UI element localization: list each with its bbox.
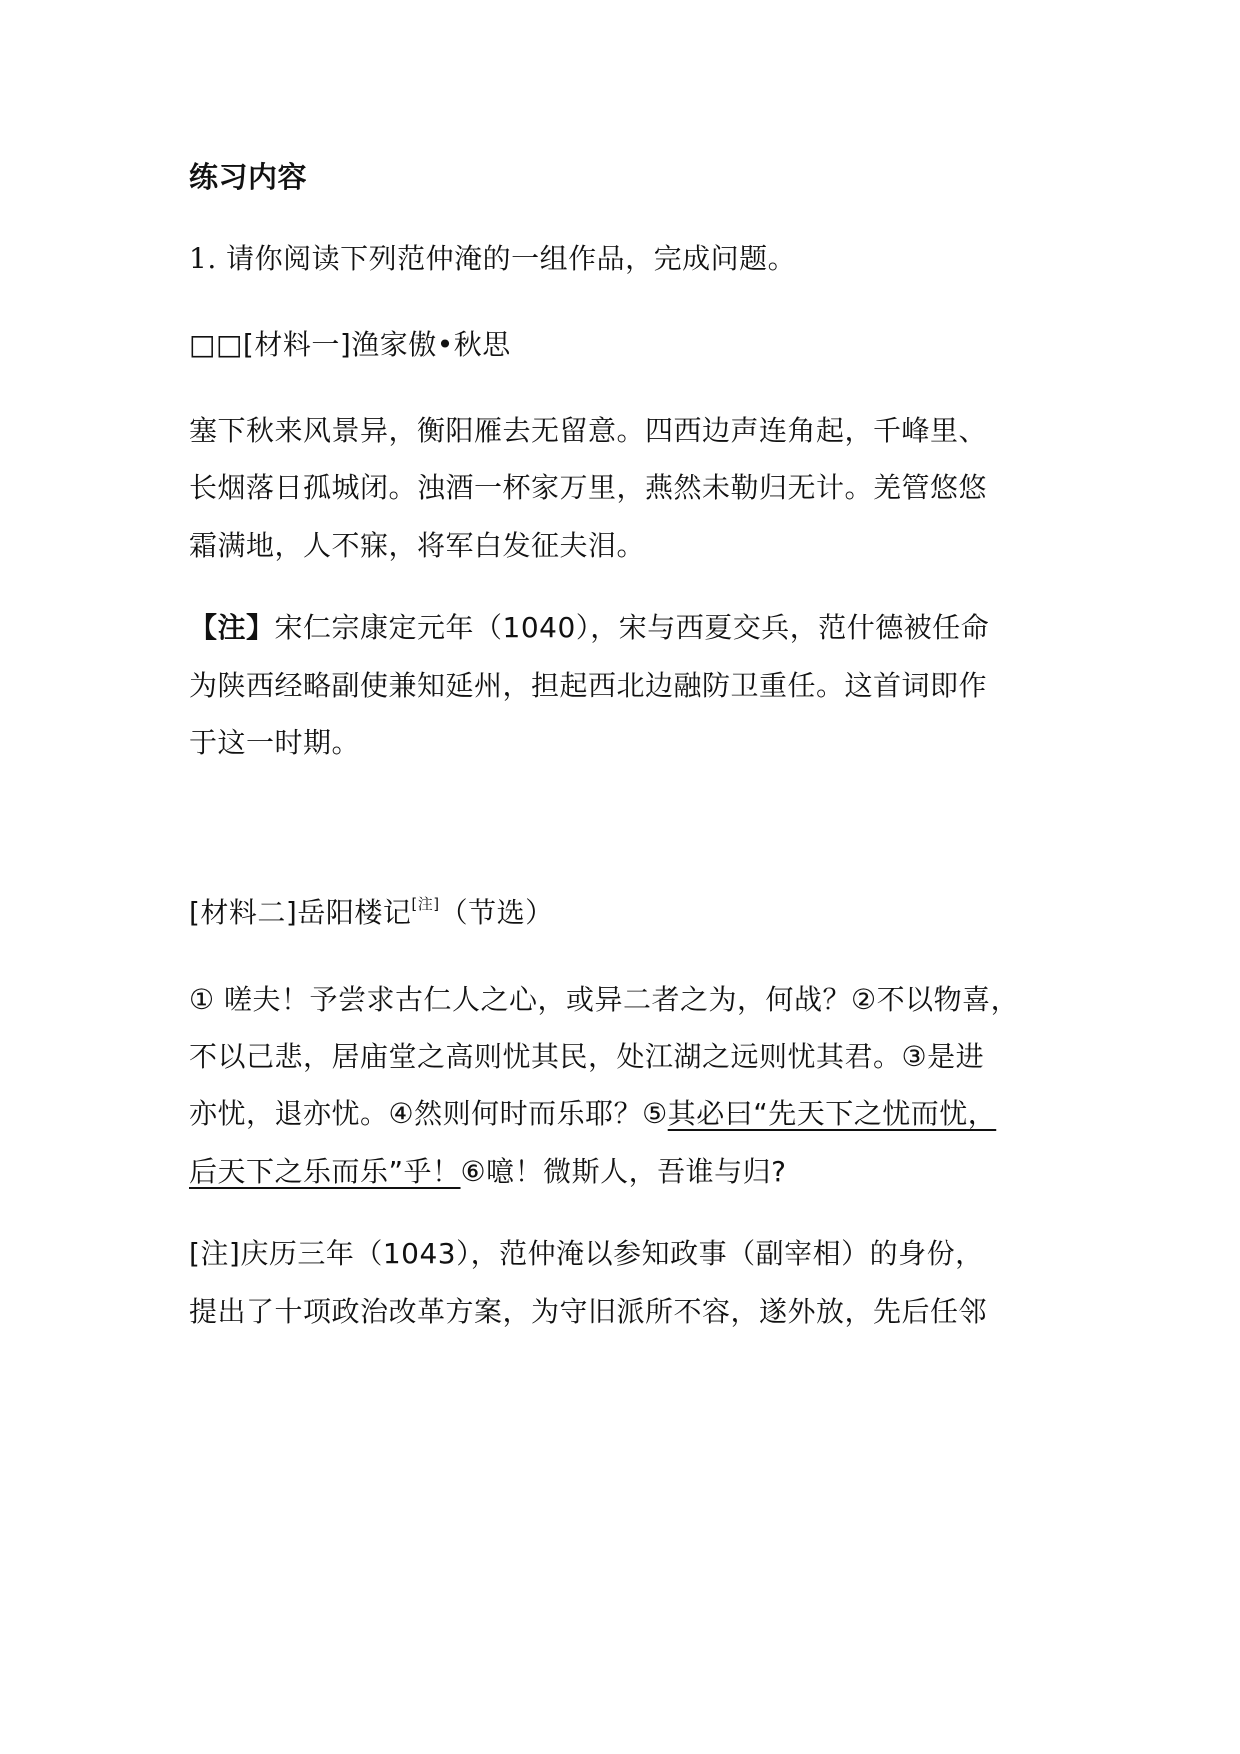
material2-text-line-2: 不以己悲，居庙堂之高则忧其民，处江湖之远则忧其君。③是进 bbox=[189, 1040, 985, 1073]
material1-note-line-3: 于这一时期。 bbox=[189, 726, 361, 759]
material2-title bbox=[189, 893, 554, 933]
material1-note-line-1 bbox=[189, 608, 989, 648]
note-text: 宋仁宗康定元年（1040），宋与西夏交兵，范什德被任命 bbox=[274, 611, 990, 644]
material2-title-suffix: （节选） bbox=[439, 896, 554, 929]
underlined-quote-part-2: 后天下之乐而乐”乎！ bbox=[189, 1155, 461, 1188]
material1-poem-line-2: 长烟落日孤城闭。浊酒一杯家万里，燕然未勒归无计。羌管悠悠 bbox=[189, 471, 988, 504]
line4-plain: ⑥噫！微斯人，吾谁与归? bbox=[460, 1155, 787, 1188]
footnote-reference: [注] bbox=[411, 895, 440, 913]
material1-note-line-2: 为陕西经略副使兼知延州，担起西北边融防卫重任。这首词即作 bbox=[189, 669, 988, 702]
material1-poem-line-1: 塞下秋来风景异，衡阳雁去无留意。四西边声连角起，千峰里、 bbox=[189, 414, 988, 447]
material2-title-main: [材料二]岳阳楼记 bbox=[189, 896, 412, 929]
note-mark: 【注】 bbox=[189, 611, 275, 644]
material2-text-line-4 bbox=[189, 1152, 786, 1192]
section-title: 练习内容 bbox=[189, 160, 308, 194]
material2-text-line-1: ① 嗟夫！予尝求古仁人之心，或异二者之为，何战？②不以物喜， bbox=[189, 983, 1020, 1016]
material2-text-line-3 bbox=[189, 1094, 996, 1134]
material2-note-line-2: 提出了十项政治改革方案，为守旧派所不容，遂外放，先后任邻 bbox=[189, 1295, 988, 1328]
material1-poem-line-3: 霜满地，人不寐，将军白发征夫泪。 bbox=[189, 529, 646, 562]
material1-title: □□[材料一]渔家傲•秋思 bbox=[189, 328, 511, 361]
underlined-quote-part-1: 其必曰“先天下之忧而忧， bbox=[667, 1097, 997, 1130]
material2-note-line-1: [注]庆历三年（1043），范仲淹以参知政事（副宰相）的身份， bbox=[189, 1237, 984, 1270]
question-prompt: 1. 请你阅读下列范仲淹的一组作品，完成问题。 bbox=[189, 242, 797, 275]
line3-plain: 亦忧，退亦忧。④然则何时而乐耶？⑤ bbox=[189, 1097, 668, 1130]
